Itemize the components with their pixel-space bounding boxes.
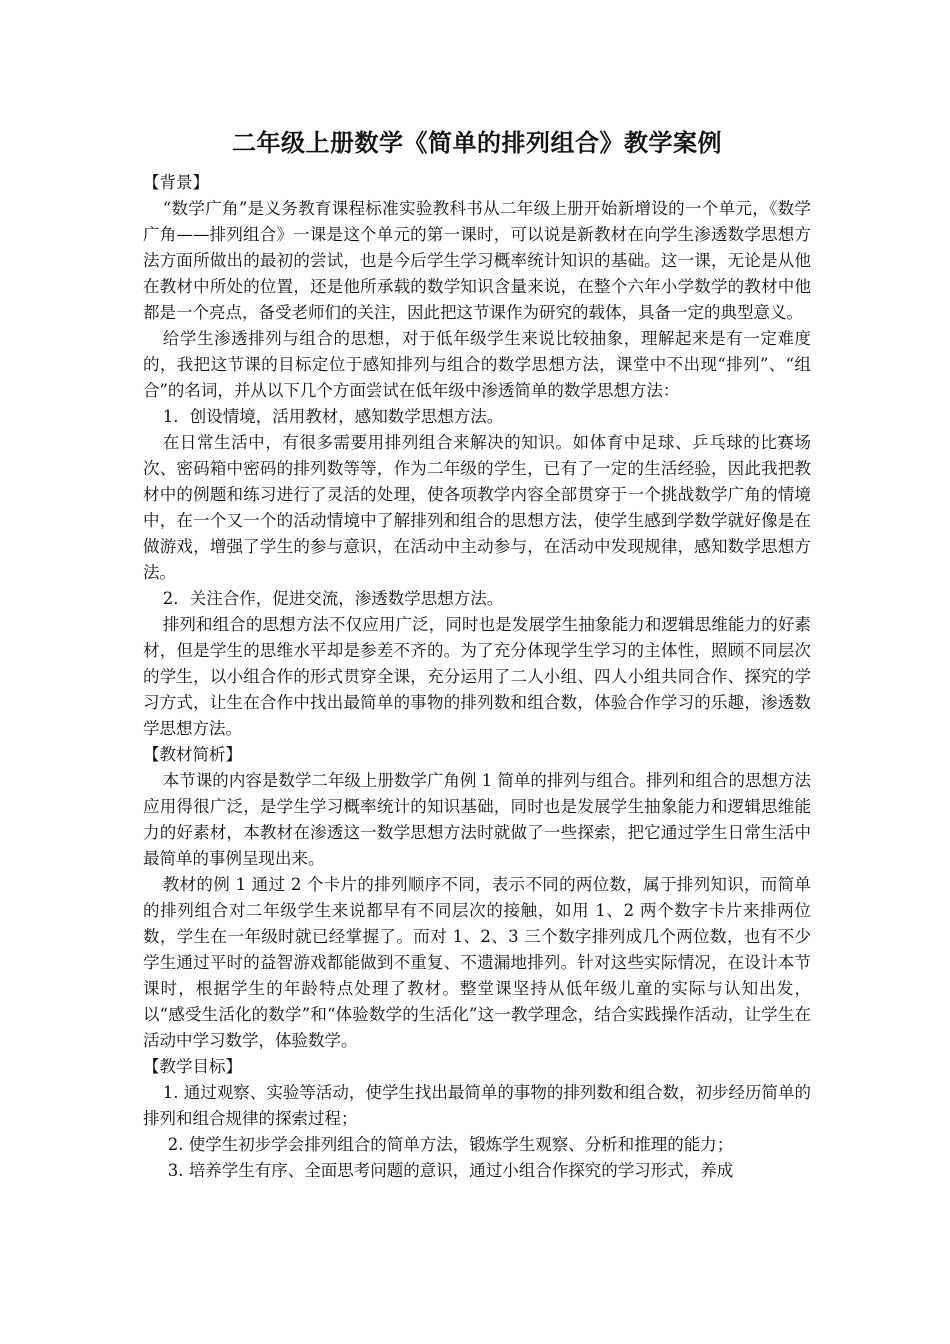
objective-item: 2. 使学生初步学会排列组合的简单方法，锻炼学生观察、分析和推理的能力；	[167, 1135, 734, 1154]
document-title: 二年级上册数学《简单的排列组合》教学案例	[232, 128, 722, 157]
objective-item: 1. 通过观察、实验等活动，使学生找出最简单的事物的排列数和组合数，初步经历简单的排列和组合规律的探索过程；	[143, 1083, 811, 1128]
paragraph: 给学生渗透排列与组合的思想，对于低年级学生来说比较抽象，理解起来是有一定难度的，我把这节课的目标定位于感知排列与组合的数学思想方法，课堂中不出现“排列”、“组合”的名词，并从以下几个方面尝试在低年级中渗透简单的数学思想方法：	[143, 329, 811, 400]
section-heading-textbook-analysis: 【教材简析】	[143, 745, 242, 764]
document-page	[143, 128, 811, 1184]
paragraph: “数学广角”是义务教育课程标准实验教科书从二年级上册开始新增设的一个单元，《数学广角——排列组合》一课是这个单元的第一课时，可以说是新教材在向学生渗透数学思想方法方面所做出的最初的尝试，也是今后学生学习概率统计知识的基础。这一课，无论是从他在教材中所处的位置，还是他所承载的数学知识含量来说，在整个六年小学数学的教材中他都是一个亮点，备受老师们的关注，因此把这节课作为研究的载体，具备一定的典型意义。	[143, 199, 811, 322]
paragraph: 教材的例 1 通过 2 个卡片的排列顺序不同，表示不同的两位数，属于排列知识，而简单的排列组合对二年级学生来说都早有不同层次的接触，如用 1、2 两个数字卡片来排两位数，学生在一年级时就已经掌握了。而对 1、2、3 三个数字排列成几个两位数，也有不少学生通过平时的益智游戏都能做到不重复、不遗漏地排列。针对这些实际情况，在设计本节课时，根据学生的年龄特点处理了教材。整堂课坚持从低年级儿童的实际与认知出发，以“感受生活化的数学”和“体验数学的生活化”这一教学理念，结合实践操作活动，让学生在活动中学习数学，体验数学。	[143, 875, 811, 1050]
section-heading-teaching-objectives: 【教学目标】	[143, 1057, 242, 1076]
paragraph: 在日常生活中，有很多需要用排列组合来解决的知识。如体育中足球、乒乓球的比赛场次、密码箱中密码的排列数等等，作为二年级的学生，已有了一定的生活经验，因此我把教材中的例题和练习进行了灵活的处理，使各项教学内容全部贯穿于一个挑战数学广角的情境中，在一个又一个的活动情境中了解排列和组合的思想方法，使学生感到学数学就好像是在做游戏，增强了学生的参与意识，在活动中主动参与，在活动中发现规律，感知数学思想方法。	[143, 433, 811, 582]
numbered-point: 2．关注合作，促进交流，渗透数学思想方法。	[162, 589, 504, 608]
document-body	[143, 170, 811, 1184]
objective-item: 3. 培养学生有序、全面思考问题的意识，通过小组合作探究的学习形式，养成	[167, 1161, 734, 1180]
paragraph: 本节课的内容是数学二年级上册数学广角例 1 简单的排列与组合。排列和组合的思想方法应用得很广泛，是学生学习概率统计的知识基础，同时也是发展学生抽象能力和逻辑思维能力的好素材，本教材在渗透这一数学思想方法时就做了一些探索，把它通过学生日常生活中最简单的事例呈现出来。	[143, 771, 811, 868]
section-heading-background: 【背景】	[143, 173, 209, 192]
paragraph: 排列和组合的思想方法不仅应用广泛，同时也是发展学生抽象能力和逻辑思维能力的好素材，但是学生的思维水平却是参差不齐的。为了充分体现学生学习的主体性，照顾不同层次的学生，以小组合作的形式贯穿全课，充分运用了二人小组、四人小组共同合作、探究的学习方式，让生在合作中找出最简单的事物的排列数和组合数，体验合作学习的乐趣，渗透数学思想方法。	[143, 615, 811, 738]
numbered-point: 1．创设情境，活用教材，感知数学思想方法。	[162, 407, 504, 426]
